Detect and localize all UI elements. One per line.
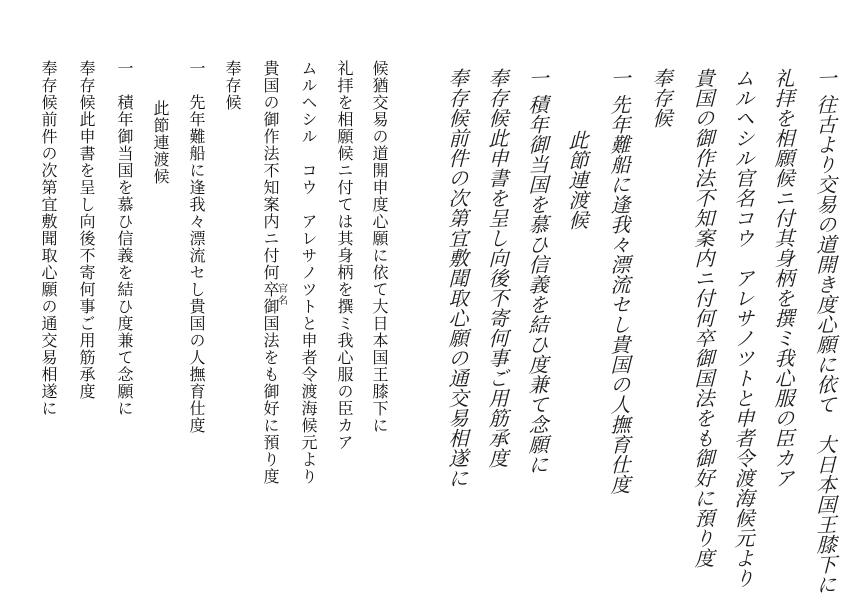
transcription-column-9: 奉存候此申書を呈し向後不寄何事ご用筋承度 [77,60,96,400]
transcription-column-5: 奉存候 [223,60,242,111]
printed-transcription [0,0,400,616]
transcription-column-8: 一 積年御当国を慕ひ信義を結ひ度兼て念願に [115,60,134,417]
manuscript-column-9: 奉存候此申書を呈し向後不寄何事ご用筋承度 [485,67,509,469]
transcription-column-4: 貴国の御作法不知案内ニ付何卒御国法をも御好に預り度 [261,60,280,485]
ruby-official: 官 [278,284,288,295]
transcription-column-2: 礼拝を相願候ニ付ては其身柄を撰ミ我心服の臣カア [335,60,354,451]
manuscript-column-3: ムルヘシル官名コウ アレサノツトと申者令渡海候元より [731,67,755,589]
manuscript-column-5: 奉存候 [649,67,673,129]
manuscript-column-6: 一 先年難船に逢我々漂流セし貴国の人撫育仕度 [607,67,631,495]
ruby-name: 名 [278,296,288,307]
manuscript-column-1: 一 往古より交易の道開き度心願に依て 大日本国王膝下に [813,67,837,595]
manuscript-column-8: 一 積年御当国を慕ひ信義を結ひ度兼て念願に [525,67,549,475]
transcription-column-3: ムルヘシル コウ アレサノツトと申者令渡海候元より [299,60,318,485]
handwritten-manuscript [440,0,844,616]
manuscript-column-4: 貴国の御作法不知案内ニ付何卒御国法をも御好に預り度 [691,67,715,569]
transcription-column-1: 候猶交易の道開申度心願に依て大日本国王膝下に [370,60,389,434]
manuscript-column-10: 奉存候前件の次第宜敷聞取心願の通交易相遂に [445,67,469,489]
manuscript-column-7: 此節連渡候 [565,129,589,231]
manuscript-column-2: 礼拝を相願候ニ付其身柄を撰ミ我心服の臣カア [771,67,795,489]
transcription-column-6: 一 先年難船に逢我々漂流セし貴国の人撫育仕度 [187,60,206,434]
transcription-column-7: 此節連渡候 [151,100,170,185]
transcription-column-10: 奉存候前件の次第宜敷聞取心願の通交易相遂に [39,60,58,417]
